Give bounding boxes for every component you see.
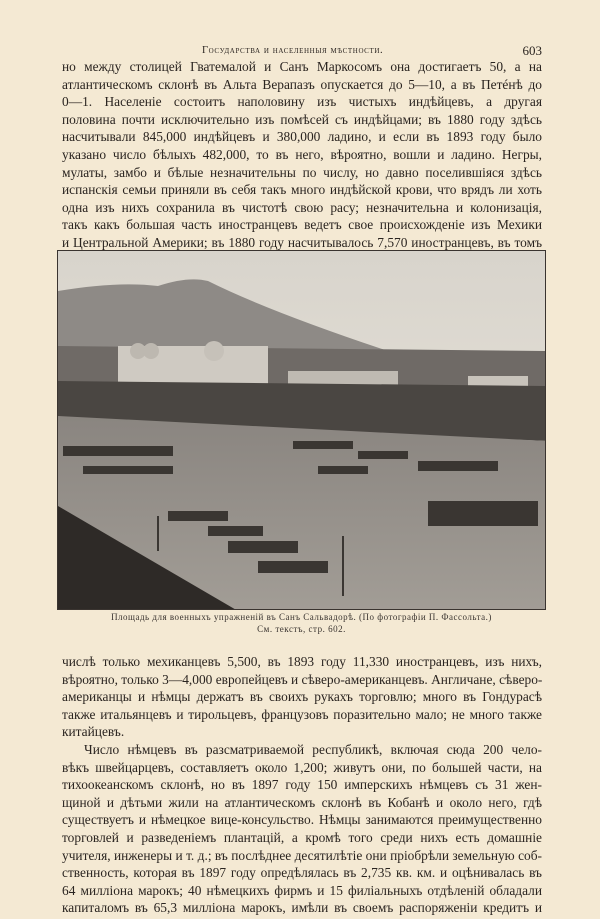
text-line: капиталомъ въ 65,3 милліона марокъ, имѣли въ своемъ распоряженіи кредитъ и <box>62 900 542 916</box>
text-line: американцы и нѣмцы держатъ въ своихъ рукахъ торговлю; много въ Гондурасѣ <box>62 689 542 705</box>
text-line: указано число бѣлыхъ 482,000, то въ него, вѣроятно, вошли и ладино. Негры, <box>62 146 542 162</box>
text-line: Число нѣмцевъ въ разсматриваемой республикѣ, включая сюда 200 чело- <box>84 742 542 757</box>
text-line: такъ какъ большая часть иностранцевъ ведетъ свое происхожденіе изъ Мехики <box>62 217 542 233</box>
text-line: одна изъ нихъ сохранила въ чистотѣ свою расу; незначительна и колонизація, <box>62 199 542 215</box>
text-line: учителя, инженеры и т. д.; въ послѣднее десятилѣтіе они пріобрѣли земельную соб- <box>62 847 542 863</box>
text-line: насчитывали 845,000 индѣйцевъ и 380,000 ладино, и если въ 1893 году было <box>62 129 542 145</box>
text-line: испанскія семьи приняли въ себя такъ много индѣйской крови, что врядъ ли хоть <box>62 182 542 198</box>
text-line: 64 милліона марокъ; 40 нѣмецкихъ фирмъ и 15 филіальныхъ отдѣленій обладали <box>62 882 542 898</box>
paragraph-1 <box>62 58 542 252</box>
text-line: существуетъ и нѣмецкое вице-консульство. Нѣмцы занимаются преимущественно <box>62 812 542 828</box>
text-line: щиной и дѣтьми жили на атлантическомъ склонѣ въ Кобанѣ и около него, гдѣ <box>62 794 542 810</box>
text-line: числѣ только мехиканцевъ 5,500, въ 1893 году 11,330 иностранцевъ, изъ нихъ, <box>62 654 542 669</box>
text-line: торговлей и разведеніемъ плантацій, а кромѣ того среди нихъ есть домашніе <box>62 829 542 845</box>
text-line: атлантическомъ склонѣ въ Альта Верапазъ опускается до 5—10, а въ Петéнѣ до <box>62 76 542 92</box>
text-line: вѣкъ швейцарцевъ, составляетъ около 1,200; живутъ они, по большей части, на <box>62 759 542 775</box>
photograph-military-square <box>57 250 546 610</box>
text-line: но между столицей Гватемалой и Санъ Маркосомъ она достигаетъ 50, а на <box>62 59 542 74</box>
text-line: вѣроятно, только 3—4,000 европейцевъ и сѣверо-американцевъ. Англичане, сѣверо- <box>62 671 543 687</box>
figure-reference: См. текстъ, стр. 602. <box>257 624 346 634</box>
paragraph-3 <box>62 741 542 917</box>
page-number: 603 <box>522 43 542 58</box>
paragraph-2 <box>62 653 542 741</box>
text-line: мулаты, замбо и бѣлые незначительны по числу, но давно поселившіяся здѣсь <box>62 164 542 180</box>
text-line: ственность, которая въ 1897 году опредѣлялась въ 2,735 кв. км. и оцѣнивалась въ <box>62 865 542 881</box>
text-line: также итальянцевъ и тирольцевъ, французовъ поразительно мало; не много также <box>62 706 542 722</box>
figure-caption: Площадь для военныхъ упражненій въ Санъ Сальвадорѣ. (По фотографіи П. Фассольта.) <box>111 612 492 622</box>
text-line: и Центральной Америки; въ 1880 году насчитывалось 7,570 иностранцевъ, въ томъ <box>62 234 542 250</box>
running-title: Государства и населенныя мѣстности. <box>202 45 384 56</box>
text-line: китайцевъ. <box>62 724 125 740</box>
text-line: 0—1. Населеніе состоитъ наполовину изъ чистыхъ индѣйцевъ, а другая <box>62 94 542 110</box>
text-line: тихоокеанскомъ склонѣ, но въ 1897 году 150 имперскихъ нѣмцевъ съ 31 жен- <box>62 777 542 793</box>
text-line: половина почти исключительно изъ помѣсей съ индѣйцами; въ 1880 году здѣсь <box>62 111 542 127</box>
